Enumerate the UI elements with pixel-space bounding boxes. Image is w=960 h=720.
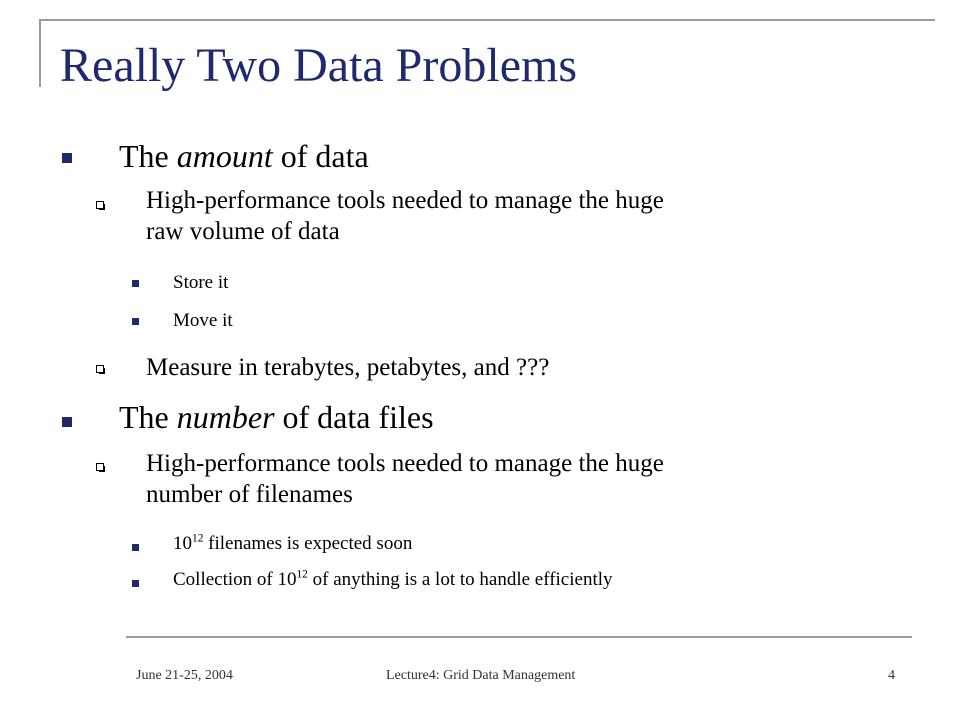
sub-bullet-tools-line1: High-performance tools needed to manage the huge <box>146 187 664 214</box>
hollow-box-bullet-icon <box>96 201 104 209</box>
bullet-square-icon <box>132 580 139 587</box>
list-item-filenames: $10^{12}$ filenames is expected soon <box>173 532 413 554</box>
bullet-square-icon <box>62 417 72 427</box>
list-item-move: Move it <box>173 310 233 331</box>
hollow-box-bullet-icon <box>96 365 104 373</box>
hollow-box-bullet-icon <box>96 463 104 471</box>
footer-date: June 21-25, 2004 <box>136 668 233 683</box>
bullet-amount-of-data: The amount of data <box>119 138 369 174</box>
bullet-square-icon <box>132 544 139 551</box>
bullet-square-icon <box>62 153 72 163</box>
list-item-collection: Collection of $10^{12}$ of anything is a lot to handle efficiently <box>173 568 613 590</box>
sub-bullet-tools2-line1: High-performance tools needed to manage the huge <box>146 450 664 477</box>
sub-bullet-tools2-line2: number of filenames <box>146 481 353 508</box>
sub-bullet-measure: Measure in terabytes, petabytes, and ??? <box>146 354 550 381</box>
sub-bullet-tools-line2: raw volume of data <box>146 218 340 245</box>
footer-divider <box>126 636 912 638</box>
frame-left-line <box>39 19 41 87</box>
list-item-store: Store it <box>173 272 229 293</box>
bullet-square-icon <box>132 318 139 325</box>
footer-page-number: 4 <box>888 668 895 683</box>
footer-lecture-title: Lecture4: Grid Data Management <box>386 668 576 683</box>
frame-top-line <box>39 19 935 21</box>
bullet-square-icon <box>132 280 139 287</box>
bullet-number-of-files: The number of data files <box>119 399 434 435</box>
slide-title: Really Two Data Problems <box>60 39 578 92</box>
